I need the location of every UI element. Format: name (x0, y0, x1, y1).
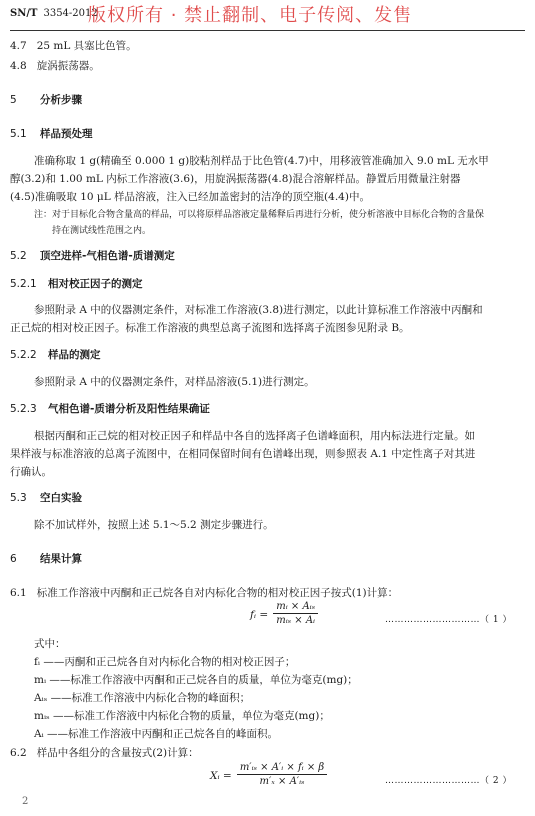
standard-prefix: SN/T (10, 8, 38, 19)
section-number: 6 (10, 553, 17, 565)
list-item (10, 58, 100, 73)
clause-line (10, 745, 199, 760)
definition-line: mᵢₛ ——标准工作溶液中内标化合物的质量，单位为毫克(mg)； (34, 710, 330, 722)
equation-fraction (273, 601, 318, 626)
equation-1 (250, 601, 318, 626)
section-number: 5.1 (10, 128, 27, 140)
section-heading (10, 92, 82, 107)
fraction-numerator: mᵢ × Aᵢₛ (273, 601, 318, 614)
section-heading (10, 490, 82, 505)
item-text: 25 mL 具塞比色管。 (36, 40, 137, 52)
paragraph-line: 参照附录 A 中的仪器测定条件，对样品溶液(5.1)进行测定。 (34, 376, 315, 388)
fraction-denominator: m′ₓ × A′ᵢₛ (259, 776, 305, 787)
note-line: 注：对于目标化合物含量高的样品，可以将原样品溶液定量稀释后再进行分析，使分析溶液中目标化合物的含量保 (34, 210, 485, 220)
paragraph-line: 果样液与标准溶液的总离子流图中，在相同保留时间有色谱峰出现，则参照表 A.1 中定性离子对其进 (10, 448, 476, 460)
section-number: 5.2.3 (10, 403, 37, 415)
section-title: 空白实验 (40, 492, 82, 504)
page-number: 2 (22, 796, 29, 807)
section-number: 5.2 (10, 250, 27, 262)
standard-code (10, 8, 98, 19)
section-heading (10, 126, 93, 141)
where-label: 式中： (34, 638, 66, 650)
section-heading (10, 248, 175, 263)
header-rule (10, 30, 525, 31)
paragraph-line: 醇(3.2)和 1.00 mL 内标工作溶液(3.6)，用旋涡振荡器(4.8)混合溶解样品。静置后用微量注射器 (10, 173, 461, 185)
definition-line: fᵢ ——丙酮和正己烷各自对内标化合物的相对校正因子； (34, 656, 296, 668)
standard-number: 3354-2012 (43, 8, 98, 19)
item-number: 4.7 (10, 40, 27, 52)
section-number: 5 (10, 94, 17, 106)
definition-line: Aᵢ ——标准工作溶液中丙酮和正己烷各自的峰面积。 (34, 728, 279, 740)
equation-label: …………………………（ 1 ） (385, 615, 512, 625)
section-number: 5.3 (10, 492, 27, 504)
equation-label: …………………………（ 2 ） (385, 776, 512, 786)
paragraph-line: 参照附录 A 中的仪器测定条件，对标准工作溶液(3.8)进行测定，以此计算标准工作溶液中丙酮和 (34, 304, 483, 316)
item-text: 旋涡振荡器。 (36, 60, 100, 72)
section-number: 5.2.2 (10, 349, 37, 361)
note-line: 持在测试线性范围之内。 (52, 226, 152, 236)
paragraph-line: 除不加试样外，按照上述 5.1～5.2 测定步骤进行。 (34, 519, 274, 531)
section-heading (10, 276, 143, 291)
definition-line: Aᵢₛ ——标准工作溶液中内标化合物的峰面积； (34, 692, 251, 704)
section-title: 分析步骤 (40, 94, 82, 106)
clause-text: 样品中各组分的含量按式(2)计算： (36, 747, 199, 759)
paragraph-line: 根据丙酮和正己烷的相对校正因子和样品中各自的选择离子色谱峰面积，用内标法进行定量。如 (34, 430, 475, 442)
clause-text: 标准工作溶液中丙酮和正己烷各自对内标化合物的相对校正因子按式(1)计算： (36, 587, 399, 599)
section-title: 相对校正因子的测定 (48, 278, 143, 290)
section-heading (10, 347, 101, 362)
section-title: 顶空进样-气相色谱-质谱测定 (40, 250, 175, 262)
section-number: 5.2.1 (10, 278, 37, 290)
item-number: 4.8 (10, 60, 27, 72)
clause-line (10, 585, 398, 600)
clause-number: 6.2 (10, 747, 27, 759)
section-title: 样品预处理 (40, 128, 93, 140)
section-title: 结果计算 (40, 553, 82, 565)
paragraph-line: 行确认。 (10, 466, 52, 478)
paragraph-line: 正己烷的相对校正因子。标准工作溶液的典型总离子流图和选择离子流图参见附录 B。 (10, 322, 410, 334)
section-title: 样品的测定 (48, 349, 101, 361)
equation-lhs: Xᵢ = (210, 770, 232, 782)
fraction-denominator: mᵢₛ × Aᵢ (276, 615, 316, 626)
equation-2 (210, 762, 327, 787)
watermark-text: 版权所有 · 禁止翻制、电子传阅、发售 (88, 5, 413, 26)
paragraph-line: 准确称取 1 g(精确至 0.000 1 g)胶粘剂样品于比色管(4.7)中，用移液管准确加入 9.0 mL 无水甲 (34, 155, 489, 167)
definition-line: mᵢ ——标准工作溶液中丙酮和正己烷各自的质量，单位为毫克(mg)； (34, 674, 358, 686)
equation-lhs: fᵢ = (250, 609, 269, 621)
clause-number: 6.1 (10, 587, 27, 599)
paragraph-line: (4.5)准确吸取 10 μL 样品溶液，注入已经加盖密封的洁净的顶空瓶(4.4)中。 (10, 191, 370, 203)
section-title: 气相色谱-质谱分析及阳性结果确证 (48, 403, 210, 415)
equation-fraction (237, 762, 327, 787)
fraction-numerator: m′ᵢₛ × A′ᵢ × fᵢ × β (237, 762, 327, 775)
list-item (10, 38, 137, 53)
section-heading (10, 551, 82, 566)
section-heading (10, 401, 210, 416)
